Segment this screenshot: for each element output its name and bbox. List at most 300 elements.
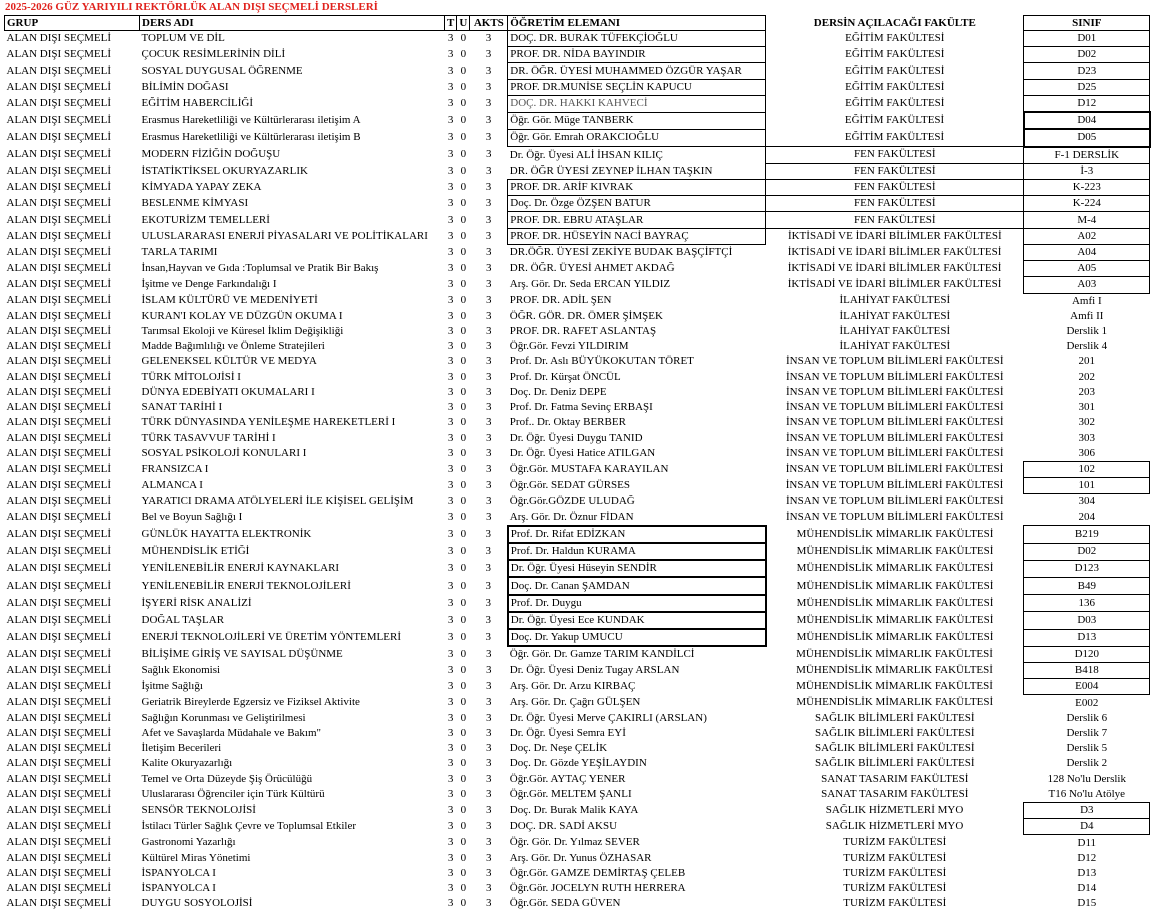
- t-hours-cell: 3: [447, 416, 454, 429]
- akts-cell: 3: [485, 48, 492, 61]
- akts-cell: 3: [485, 131, 492, 144]
- table-row: [5, 212, 1150, 228]
- akts-cell: 3: [485, 181, 492, 194]
- classroom-cell: A05: [1024, 261, 1150, 277]
- grup-cell: ALAN DIŞI SEÇMELİ: [6, 479, 111, 492]
- instructor-cell: Öğr.Gör. MUSTAFA KARAYILAN: [509, 463, 669, 476]
- course-name-cell: ALMANCA I: [141, 479, 203, 492]
- table-row: [5, 293, 1150, 309]
- course-name-cell: TOPLUM VE DİL: [141, 32, 225, 45]
- header-t: T: [445, 16, 457, 31]
- classroom-cell: T16 No'lu Atölye: [1048, 787, 1126, 800]
- instructor-cell: Doç. Dr. Neşe ÇELİK: [509, 742, 608, 755]
- akts-cell: 3: [486, 727, 492, 740]
- u-hours-cell: 0: [460, 579, 467, 592]
- faculty-cell: EĞİTİM FAKÜLTESİ: [845, 80, 945, 93]
- classroom-cell: Derslik 4: [1066, 340, 1108, 353]
- table-row: [5, 478, 1150, 494]
- akts-cell: 3: [486, 148, 492, 161]
- classroom-cell: D123: [1024, 560, 1150, 577]
- classroom-cell: D120: [1024, 646, 1150, 662]
- t-hours-cell: 3: [447, 197, 454, 210]
- table-row: [5, 726, 1150, 741]
- course-name-cell: YENİLENEBİLİR ENERJİ TEKNOLOJİLERİ: [141, 579, 351, 592]
- course-name-cell: DÜNYA EDEBİYATI OKUMALARI I: [141, 385, 315, 398]
- course-name-cell: İSTATİKTİKSEL OKURYAZARLIK: [141, 164, 308, 177]
- u-hours-cell: 0: [460, 385, 467, 398]
- grup-cell: ALAN DIŞI SEÇMELİ: [6, 181, 111, 194]
- table-row: [5, 629, 1150, 646]
- instructor-cell: Öğr.Gör. SEDAT GÜRSES: [509, 479, 631, 492]
- t-hours-cell: 3: [447, 851, 454, 864]
- instructor-cell: DR. ÖĞR. ÜYESİ AHMET AKDAĞ: [509, 262, 675, 275]
- faculty-cell: EĞİTİM FAKÜLTESİ: [845, 48, 945, 61]
- u-hours-cell: 0: [460, 48, 467, 61]
- akts-cell: 3: [485, 596, 492, 609]
- faculty-cell: MÜHENDİSLİK MİMARLIK FAKÜLTESİ: [796, 680, 993, 693]
- faculty-cell: FEN FAKÜLTESİ: [766, 212, 1024, 228]
- table-row: [5, 819, 1150, 835]
- faculty-cell: İLAHİYAT FAKÜLTESİ: [839, 294, 951, 307]
- instructor-cell: DOÇ. DR. HAKKI KAHVECİ: [508, 95, 766, 112]
- t-hours-cell: 3: [447, 562, 454, 575]
- grup-cell: ALAN DIŞI SEÇMELİ: [6, 197, 111, 210]
- faculty-cell: İNSAN VE TOPLUM BİLİMLERİ FAKÜLTESİ: [785, 479, 1004, 492]
- table-row: [5, 461, 1150, 477]
- akts-cell: 3: [485, 229, 492, 242]
- grup-cell: ALAN DIŞI SEÇMELİ: [6, 309, 111, 322]
- table-row: [5, 415, 1150, 430]
- akts-cell: 3: [485, 213, 492, 226]
- akts-cell: 3: [486, 882, 492, 895]
- akts-cell: 3: [486, 479, 492, 492]
- grup-cell: ALAN DIŞI SEÇMELİ: [6, 278, 111, 291]
- u-hours-cell: 0: [460, 757, 467, 770]
- classroom-cell: F-1 DERSLİK: [1024, 147, 1150, 164]
- akts-cell: 3: [486, 851, 492, 864]
- classroom-cell: E004: [1024, 679, 1150, 695]
- grup-cell: ALAN DIŞI SEÇMELİ: [6, 463, 111, 476]
- faculty-cell: MÜHENDİSLİK MİMARLIK FAKÜLTESİ: [796, 647, 993, 660]
- t-hours-cell: 3: [447, 897, 454, 910]
- t-hours-cell: 3: [447, 64, 454, 77]
- course-name-cell: KİMYADA YAPAY ZEKA: [141, 181, 262, 194]
- table-row: [5, 129, 1150, 146]
- instructor-cell: Dr. Öğr. Üyesi Hüseyin SENDİR: [508, 560, 766, 577]
- faculty-cell: İNSAN VE TOPLUM BİLİMLERİ FAKÜLTESİ: [786, 355, 1004, 368]
- instructor-cell: DR. ÖĞR. ÜYESİ MUHAMMED ÖZGÜR YAŞAR: [508, 63, 766, 79]
- faculty-cell: SAĞLIK HİZMETLERİ MYO: [825, 820, 964, 833]
- t-hours-cell: 3: [447, 511, 454, 524]
- course-name-cell: ENERJİ TEKNOLOJİLERİ VE ÜRETİM YÖNTEMLERİ: [141, 631, 401, 644]
- u-hours-cell: 0: [460, 742, 467, 755]
- course-name-cell: Erasmus Hareketliliği ve Kültürlerarası iletişim A: [141, 114, 361, 127]
- classroom-cell: A03: [1024, 277, 1150, 293]
- grup-cell: ALAN DIŞI SEÇMELİ: [6, 370, 111, 383]
- akts-cell: 3: [486, 680, 492, 693]
- table-row: [5, 679, 1150, 695]
- t-hours-cell: 3: [447, 696, 454, 709]
- u-hours-cell: 0: [460, 164, 467, 177]
- t-hours-cell: 3: [447, 866, 454, 879]
- u-hours-cell: 0: [460, 213, 467, 226]
- faculty-cell: İLAHİYAT FAKÜLTESİ: [839, 325, 951, 338]
- classroom-cell: 136: [1024, 595, 1150, 612]
- table-row: [5, 663, 1150, 679]
- instructor-cell: Öğr. Gör. Dr. Gamze TARIM KANDİLCİ: [509, 648, 695, 661]
- faculty-cell: FEN FAKÜLTESİ: [766, 179, 1024, 195]
- instructor-cell: Dr. Öğr. Üyesi Merve ÇAKIRLI (ARSLAN): [509, 711, 707, 724]
- t-hours-cell: 3: [447, 495, 454, 508]
- instructor-cell: Doç. Dr. Gözde YEŞİLAYDIN: [509, 757, 647, 770]
- grup-cell: ALAN DIŞI SEÇMELİ: [6, 866, 111, 879]
- course-name-cell: KURAN'I KOLAY VE DÜZGÜN OKUMA I: [141, 309, 343, 322]
- akts-cell: 3: [486, 278, 492, 291]
- faculty-cell: SANAT TASARIM FAKÜLTESİ: [821, 772, 969, 785]
- classroom-cell: 306: [1078, 446, 1096, 459]
- u-hours-cell: 0: [460, 114, 467, 127]
- t-hours-cell: 3: [447, 97, 454, 110]
- akts-cell: 3: [486, 897, 492, 910]
- akts-cell: 3: [486, 463, 492, 476]
- t-hours-cell: 3: [447, 727, 454, 740]
- grup-cell: ALAN DIŞI SEÇMELİ: [6, 757, 111, 770]
- akts-cell: 3: [486, 696, 492, 709]
- u-hours-cell: 0: [460, 32, 467, 45]
- u-hours-cell: 0: [460, 820, 467, 833]
- classroom-cell: 303: [1078, 431, 1096, 444]
- course-name-cell: Tarımsal Ekoloji ve Küresel İklim Değişikliği: [141, 325, 344, 338]
- faculty-cell: TURİZM FAKÜLTESİ: [843, 836, 947, 849]
- instructor-cell: Dr. Öğr. Üyesi Semra EYİ: [509, 727, 626, 740]
- course-name-cell: Gastronomi Yazarlığı: [141, 836, 236, 849]
- table-row: [5, 494, 1150, 510]
- table-row: [5, 95, 1150, 112]
- table-row: [5, 147, 1150, 164]
- course-name-cell: İşitme ve Denge Farkındalığı I: [141, 278, 277, 291]
- table-row: [5, 560, 1150, 577]
- grup-cell: ALAN DIŞI SEÇMELİ: [6, 80, 111, 93]
- course-name-cell: FRANSIZCA I: [141, 463, 209, 476]
- akts-cell: 3: [486, 772, 492, 785]
- t-hours-cell: 3: [447, 385, 454, 398]
- akts-cell: 3: [486, 325, 492, 338]
- faculty-cell: İNSAN VE TOPLUM BİLİMLERİ FAKÜLTESİ: [786, 431, 1004, 444]
- classroom-cell: D12: [1077, 851, 1097, 864]
- akts-cell: 3: [485, 613, 492, 626]
- classroom-cell: 201: [1078, 355, 1096, 368]
- t-hours-cell: 3: [447, 80, 454, 93]
- t-hours-cell: 3: [447, 355, 454, 368]
- akts-cell: 3: [486, 757, 492, 770]
- akts-cell: 3: [486, 511, 492, 524]
- u-hours-cell: 0: [460, 836, 467, 849]
- faculty-cell: İNSAN VE TOPLUM BİLİMLERİ FAKÜLTESİ: [786, 370, 1004, 383]
- akts-cell: 3: [485, 562, 492, 575]
- instructor-cell: Dr. Öğr. Üyesi ALİ İHSAN KILIÇ: [509, 148, 663, 161]
- t-hours-cell: 3: [447, 229, 454, 242]
- t-hours-cell: 3: [447, 664, 454, 677]
- instructor-cell: PROF. DR. NİDA BAYINDIR: [508, 47, 766, 63]
- t-hours-cell: 3: [447, 613, 454, 626]
- table-row: [5, 309, 1150, 324]
- grup-cell: ALAN DIŞI SEÇMELİ: [6, 511, 111, 524]
- akts-cell: 3: [486, 495, 492, 508]
- course-name-cell: Erasmus Hareketliliği ve Kültürlerarası iletişim B: [141, 131, 361, 144]
- instructor-cell: PROF. DR. ARİF KIVRAK: [508, 179, 766, 195]
- faculty-cell: EĞİTİM FAKÜLTESİ: [844, 131, 945, 144]
- course-name-cell: YENİLENEBİLİR ENERJİ KAYNAKLARI: [141, 562, 340, 575]
- faculty-cell: MÜHENDİSLİK MİMARLIK FAKÜLTESİ: [796, 562, 994, 575]
- faculty-cell: İNSAN VE TOPLUM BİLİMLERİ FAKÜLTESİ: [786, 401, 1004, 414]
- akts-cell: 3: [485, 64, 492, 77]
- table-row: [5, 866, 1150, 881]
- table-row: [5, 526, 1150, 543]
- table-row: [5, 756, 1150, 771]
- faculty-cell: FEN FAKÜLTESİ: [766, 196, 1024, 212]
- akts-cell: 3: [486, 164, 492, 177]
- u-hours-cell: 0: [460, 696, 467, 709]
- grup-cell: ALAN DIŞI SEÇMELİ: [6, 294, 111, 307]
- classroom-cell: D3: [1024, 803, 1150, 819]
- t-hours-cell: 3: [447, 647, 454, 660]
- course-name-cell: Kültürel Miras Yönetimi: [141, 851, 251, 864]
- t-hours-cell: 3: [447, 631, 454, 644]
- course-name-cell: İŞYERİ RİSK ANALİZİ: [141, 596, 252, 609]
- u-hours-cell: 0: [460, 613, 467, 626]
- grup-cell: ALAN DIŞI SEÇMELİ: [6, 882, 111, 895]
- table-row: [5, 47, 1150, 63]
- classroom-cell: D4: [1024, 819, 1150, 835]
- t-hours-cell: 3: [447, 262, 454, 275]
- u-hours-cell: 0: [460, 97, 467, 110]
- grup-cell: ALAN DIŞI SEÇMELİ: [6, 495, 111, 508]
- u-hours-cell: 0: [460, 229, 467, 242]
- grup-cell: ALAN DIŞI SEÇMELİ: [6, 64, 111, 77]
- table-row: [5, 787, 1150, 803]
- u-hours-cell: 0: [460, 148, 467, 161]
- t-hours-cell: 3: [447, 48, 454, 61]
- akts-cell: 3: [485, 631, 492, 644]
- u-hours-cell: 0: [460, 309, 467, 322]
- t-hours-cell: 3: [447, 788, 454, 801]
- akts-cell: 3: [486, 370, 492, 383]
- instructor-cell: Öğr.Gör. MELTEM ŞANLI: [509, 788, 632, 801]
- grup-cell: ALAN DIŞI SEÇMELİ: [6, 262, 111, 275]
- course-table: [4, 15, 1151, 912]
- akts-cell: 3: [485, 527, 492, 540]
- u-hours-cell: 0: [460, 596, 467, 609]
- instructor-cell: ÖĞR. GÖR. DR. ÖMER ŞİMŞEK: [509, 309, 663, 322]
- t-hours-cell: 3: [447, 479, 454, 492]
- course-name-cell: İnsan,Hayvan ve Gıda :Toplumsal ve Pratik Bir Bakış: [141, 262, 379, 275]
- table-row: [5, 385, 1150, 400]
- u-hours-cell: 0: [460, 511, 467, 524]
- table-row: [5, 63, 1150, 79]
- grup-cell: ALAN DIŞI SEÇMELİ: [6, 385, 111, 398]
- classroom-cell: 204: [1078, 510, 1096, 523]
- t-hours-cell: 3: [447, 447, 454, 460]
- table-row: [5, 430, 1150, 445]
- t-hours-cell: 3: [447, 804, 454, 817]
- course-name-cell: Geriatrik Bireylerde Egzersiz ve Fiziksel Aktivite: [141, 696, 360, 709]
- grup-cell: ALAN DIŞI SEÇMELİ: [6, 596, 111, 609]
- instructor-cell: Öğr. Gör. Dr. Yılmaz SEVER: [509, 836, 640, 849]
- instructor-cell: Öğr. Gör. Emrah ORAKCIOĞLU: [508, 129, 766, 146]
- t-hours-cell: 3: [447, 340, 454, 353]
- course-name-cell: GELENEKSEL KÜLTÜR VE MEDYA: [141, 355, 317, 368]
- course-name-cell: SENSÖR TEKNOLOJİSİ: [141, 804, 256, 817]
- course-name-cell: Sağlık Ekonomisi: [141, 664, 221, 677]
- classroom-cell: 128 No'lu Derslik: [1047, 772, 1126, 785]
- instructor-cell: Arş. Gör. Dr. Arzu KIRBAÇ: [509, 680, 636, 693]
- course-name-cell: Uluslararası Öğrenciler için Türk Kültürü: [141, 788, 325, 801]
- t-hours-cell: 3: [447, 431, 454, 444]
- course-name-cell: GÜNLÜK HAYATTA ELEKTRONİK: [141, 527, 312, 540]
- faculty-cell: MÜHENDİSLİK MİMARLIK FAKÜLTESİ: [796, 527, 994, 540]
- header-ogretim-elemani: ÖĞRETİM ELEMANI: [508, 16, 766, 31]
- u-hours-cell: 0: [460, 245, 467, 258]
- grup-cell: ALAN DIŞI SEÇMELİ: [6, 562, 111, 575]
- t-hours-cell: 3: [447, 164, 454, 177]
- grup-cell: ALAN DIŞI SEÇMELİ: [6, 447, 111, 460]
- grup-cell: ALAN DIŞI SEÇMELİ: [6, 804, 111, 817]
- faculty-cell: MÜHENDİSLİK MİMARLIK FAKÜLTESİ: [796, 696, 994, 709]
- u-hours-cell: 0: [460, 131, 467, 144]
- u-hours-cell: 0: [460, 447, 467, 460]
- course-name-cell: TÜRK DÜNYASINDA YENİLEŞME HAREKETLERİ I: [141, 416, 396, 429]
- classroom-cell: E002: [1075, 696, 1099, 709]
- classroom-cell: D01: [1024, 31, 1150, 47]
- instructor-cell: Prof. Dr. Kürşat ÖNCÜL: [509, 370, 621, 383]
- classroom-cell: B219: [1024, 526, 1150, 543]
- course-name-cell: İSPANYOLCA I: [141, 866, 216, 879]
- akts-cell: 3: [486, 866, 492, 879]
- faculty-cell: İLAHİYAT FAKÜLTESİ: [839, 340, 951, 353]
- u-hours-cell: 0: [460, 431, 467, 444]
- course-name-cell: SOSYAL PSİKOLOJİ KONULARI I: [141, 447, 307, 460]
- t-hours-cell: 3: [447, 545, 454, 558]
- t-hours-cell: 3: [447, 370, 454, 383]
- t-hours-cell: 3: [447, 294, 454, 307]
- instructor-cell: Öğr.Gör. JOCELYN RUTH HERRERA: [509, 882, 686, 895]
- classroom-cell: 304: [1078, 495, 1096, 508]
- instructor-cell: Doç. Dr. Deniz DEPE: [509, 385, 607, 398]
- table-row: [5, 400, 1150, 415]
- table-row: [5, 896, 1150, 911]
- classroom-cell: D04: [1024, 112, 1150, 129]
- faculty-cell: SAĞLIK HİZMETLERİ MYO: [825, 804, 964, 817]
- faculty-cell: İLAHİYAT FAKÜLTESİ: [839, 309, 951, 322]
- u-hours-cell: 0: [460, 788, 467, 801]
- t-hours-cell: 3: [447, 882, 454, 895]
- table-row: [5, 543, 1150, 560]
- akts-cell: 3: [486, 711, 492, 724]
- classroom-cell: İ-3: [1024, 163, 1150, 179]
- u-hours-cell: 0: [460, 631, 467, 644]
- grup-cell: ALAN DIŞI SEÇMELİ: [6, 647, 111, 660]
- classroom-cell: 203: [1078, 385, 1096, 398]
- table-row: [5, 244, 1150, 260]
- t-hours-cell: 3: [447, 527, 454, 540]
- course-name-cell: ÇOCUK RESİMLERİNİN DİLİ: [141, 48, 286, 61]
- classroom-cell: Derslik 1: [1066, 325, 1108, 338]
- table-row: [5, 31, 1150, 47]
- u-hours-cell: 0: [460, 401, 467, 414]
- instructor-cell: Dr. Öğr. Üyesi Hatice ATILGAN: [509, 447, 656, 460]
- classroom-cell: 101: [1024, 478, 1150, 494]
- faculty-cell: İNSAN VE TOPLUM BİLİMLERİ FAKÜLTESİ: [786, 495, 1004, 508]
- classroom-cell: K-224: [1024, 196, 1150, 212]
- u-hours-cell: 0: [460, 897, 467, 910]
- table-row: [5, 711, 1150, 726]
- faculty-cell: İKTİSADİ VE İDARİ BİLİMLER FAKÜLTESİ: [787, 262, 1002, 275]
- instructor-cell: DR. ÖĞR ÜYESİ ZEYNEP İLHAN TAŞKIN: [509, 164, 713, 177]
- grup-cell: ALAN DIŞI SEÇMELİ: [6, 696, 111, 709]
- course-name-cell: BİLİMİN DOĞASI: [141, 80, 229, 93]
- instructor-cell: Öğr.Gör. AYTAÇ YENER: [509, 772, 626, 785]
- grup-cell: ALAN DIŞI SEÇMELİ: [6, 579, 111, 592]
- u-hours-cell: 0: [460, 64, 467, 77]
- course-name-cell: İşitme Sağlığı: [141, 680, 203, 693]
- instructor-cell: Prof. Dr. Aslı BÜYÜKOKUTAN TÖRET: [509, 355, 694, 368]
- classroom-cell: Amfi II: [1070, 309, 1104, 322]
- header-sinif: SINIF: [1024, 16, 1150, 31]
- header-u: U: [457, 16, 470, 31]
- instructor-cell: Doç. Dr. Canan ŞAMDAN: [508, 577, 766, 594]
- table-row: [5, 741, 1150, 756]
- instructor-cell: PROF. DR. ADİL ŞEN: [509, 294, 612, 307]
- table-row: [5, 354, 1150, 369]
- instructor-cell: Öğr.Gör.GÖZDE ULUDAĞ: [509, 495, 635, 508]
- table-row: [5, 803, 1150, 819]
- faculty-cell: MÜHENDİSLİK MİMARLIK FAKÜLTESİ: [796, 631, 994, 644]
- t-hours-cell: 3: [447, 32, 454, 45]
- instructor-cell: Prof. Dr. Haldun KURAMA: [508, 543, 766, 560]
- u-hours-cell: 0: [460, 664, 467, 677]
- t-hours-cell: 3: [447, 401, 454, 414]
- instructor-cell: Prof. Dr. Duygu: [508, 595, 766, 612]
- t-hours-cell: 3: [447, 742, 454, 755]
- u-hours-cell: 0: [460, 882, 467, 895]
- akts-cell: 3: [485, 80, 492, 93]
- faculty-cell: EĞİTİM FAKÜLTESİ: [845, 32, 945, 45]
- course-name-cell: SANAT TARİHİ I: [141, 401, 223, 414]
- table-row: [5, 446, 1150, 462]
- table-row: [5, 835, 1150, 851]
- akts-cell: 3: [486, 245, 492, 258]
- grup-cell: ALAN DIŞI SEÇMELİ: [6, 213, 111, 226]
- course-name-cell: BİLİŞİME GİRİŞ VE SAYISAL DÜŞÜNME: [141, 647, 343, 660]
- table-row: [5, 881, 1150, 896]
- course-name-cell: İletişim Becerileri: [141, 742, 222, 755]
- u-hours-cell: 0: [460, 772, 467, 785]
- classroom-cell: A02: [1024, 228, 1150, 244]
- akts-cell: 3: [485, 32, 492, 45]
- classroom-cell: B49: [1024, 577, 1150, 594]
- grup-cell: ALAN DIŞI SEÇMELİ: [6, 48, 111, 61]
- classroom-cell: D15: [1077, 897, 1097, 910]
- instructor-cell: DR.ÖĞR. ÜYESİ ZEKİYE BUDAK BAŞÇİFTÇİ: [509, 246, 733, 259]
- grup-cell: ALAN DIŞI SEÇMELİ: [6, 355, 111, 368]
- classroom-cell: D12: [1024, 95, 1150, 112]
- classroom-cell: M-4: [1024, 212, 1150, 228]
- course-name-cell: TÜRK MİTOLOJİSİ I: [141, 370, 241, 383]
- t-hours-cell: 3: [447, 131, 454, 144]
- classroom-cell: 202: [1078, 370, 1096, 383]
- akts-cell: 3: [486, 647, 492, 660]
- t-hours-cell: 3: [447, 213, 454, 226]
